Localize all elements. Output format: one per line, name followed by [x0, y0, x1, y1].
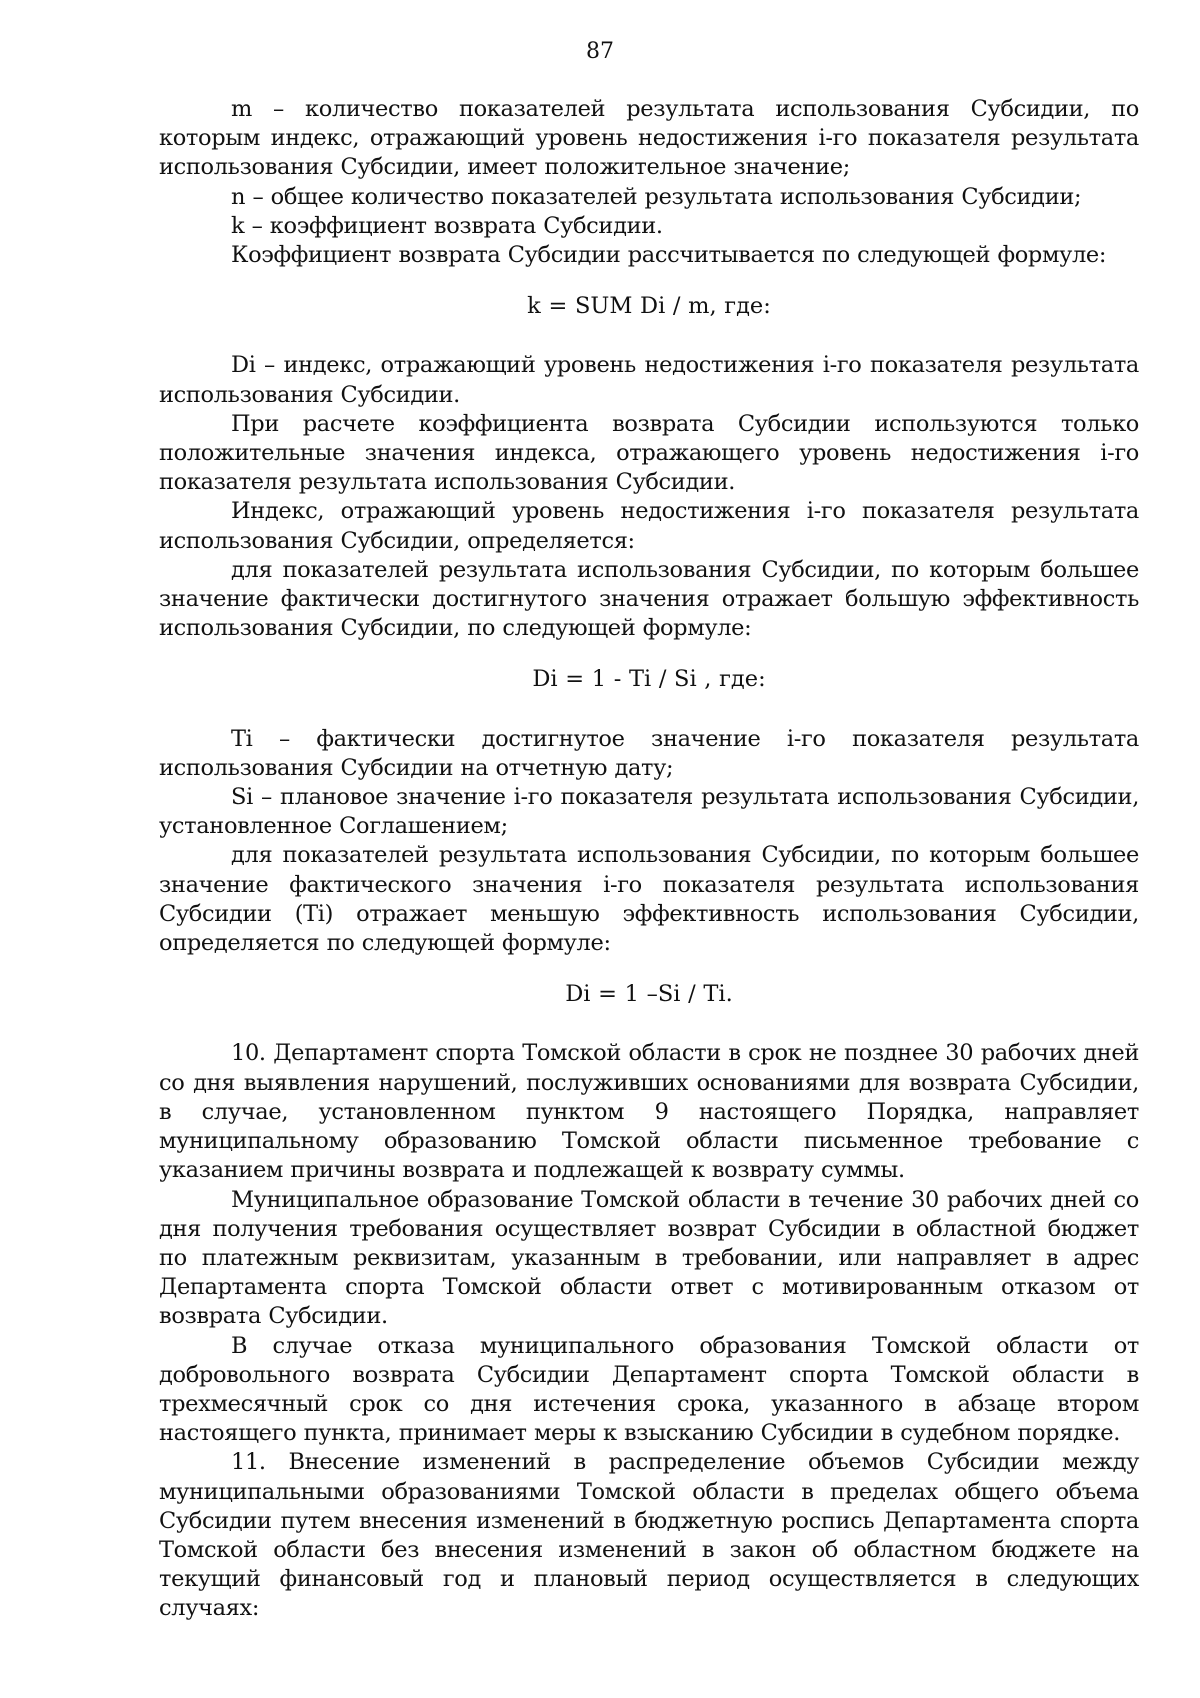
paragraph-section-10: 10. Департамент спорта Томской области в срок не позднее 30 рабочих дней со дня выявления нарушений, послуживших основаниями для возврата Субсидии, в случае, установленном пунктом 9 настоящего Порядка, направляет муниципальному образованию Томской области письменное требование с указанием причины возврата и подлежащей к возврату суммы. [159, 1040, 1139, 1184]
paragraph-index-defined: Индекс, отражающий уровень недостижения i-го показателя результата использования Субсидии, определяется: [159, 498, 1139, 554]
paragraph-section-11: 11. Внесение изменений в распределение объемов Субсидии между муниципальными образованиями Томской области в пределах общего объема Субсидии путем внесения изменений в бюджетную роспись Департамента спорта Томской области без внесения изменений в закон об областном бюджете на текущий финансовый год и плановый период осуществляется в следующих случаях: [159, 1449, 1139, 1622]
paragraph-m-definition: m – количество показателей результата использования Субсидии, по которым индекс, отражающий уровень недостижения i-го показателя результата использования Субсидии, имеет положительное значение; [159, 96, 1139, 181]
paragraph-si-definition: Si – плановое значение i-го показателя результата использования Субсидии, установленное Соглашением; [159, 784, 1139, 840]
formula-di-1: Di = 1 - Ti / Si , где: [532, 666, 766, 693]
paragraph-greater-better: для показателей результата использования Субсидии, по которым большее значение фактически достигнутого значения отражает большую эффективность использования Субсидии, по следующей формуле: [159, 556, 1139, 642]
paragraph-k-definition: k – коэффициент возврата Субсидии. [231, 212, 663, 239]
formula-k: k = SUM Di / m, где: [527, 293, 771, 320]
paragraph-ti-definition: Ti – фактически достигнутое значение i-го показателя результата использования Субсидии на отчетную дату; [159, 725, 1139, 781]
document-body [159, 95, 1139, 1624]
formula-di-2: Di = 1 –Si / Ti. [565, 981, 733, 1008]
paragraph-di-definition: Di – индекс, отражающий уровень недостижения i-го показателя результата использования Субсидии. [159, 352, 1139, 408]
paragraph-greater-worse: для показателей результата использования Субсидии, по которым большее значение фактического значения i-го показателя результата использования Субсидии (Ti) отражает меньшую эффективность использования Субсидии, определяется по следующей формуле: [159, 842, 1139, 957]
paragraph-return-procedure: Муниципальное образование Томской области в течение 30 рабочих дней со дня получения требования осуществляет возврат Субсидии в областной бюджет по платежным реквизитам, указанным в требовании, или направляет в адрес Департамента спорта Томской области ответ с мотивированным отказом от возврата Субсидии. [159, 1186, 1139, 1330]
paragraph-positive-values: При расчете коэффициента возврата Субсидии используются только положительные значения индекса, отражающего уровень недостижения i-го показателя результата использования Субсидии. [159, 410, 1139, 496]
paragraph-n-definition: n – общее количество показателей результата использования Субсидии; [231, 183, 1082, 210]
page-number: 87 [586, 39, 614, 64]
paragraph-k-formula-intro: Коэффициент возврата Субсидии рассчитывается по следующей формуле: [231, 242, 1107, 269]
paragraph-refusal: В случае отказа муниципального образования Томской области от добровольного возврата Субсидии Департамент спорта Томской области в трехмесячный срок со дня истечения срока, указанного в абзаце втором настоящего пункта, принимает меры к взысканию Субсидии в судебном порядке. [159, 1332, 1139, 1447]
